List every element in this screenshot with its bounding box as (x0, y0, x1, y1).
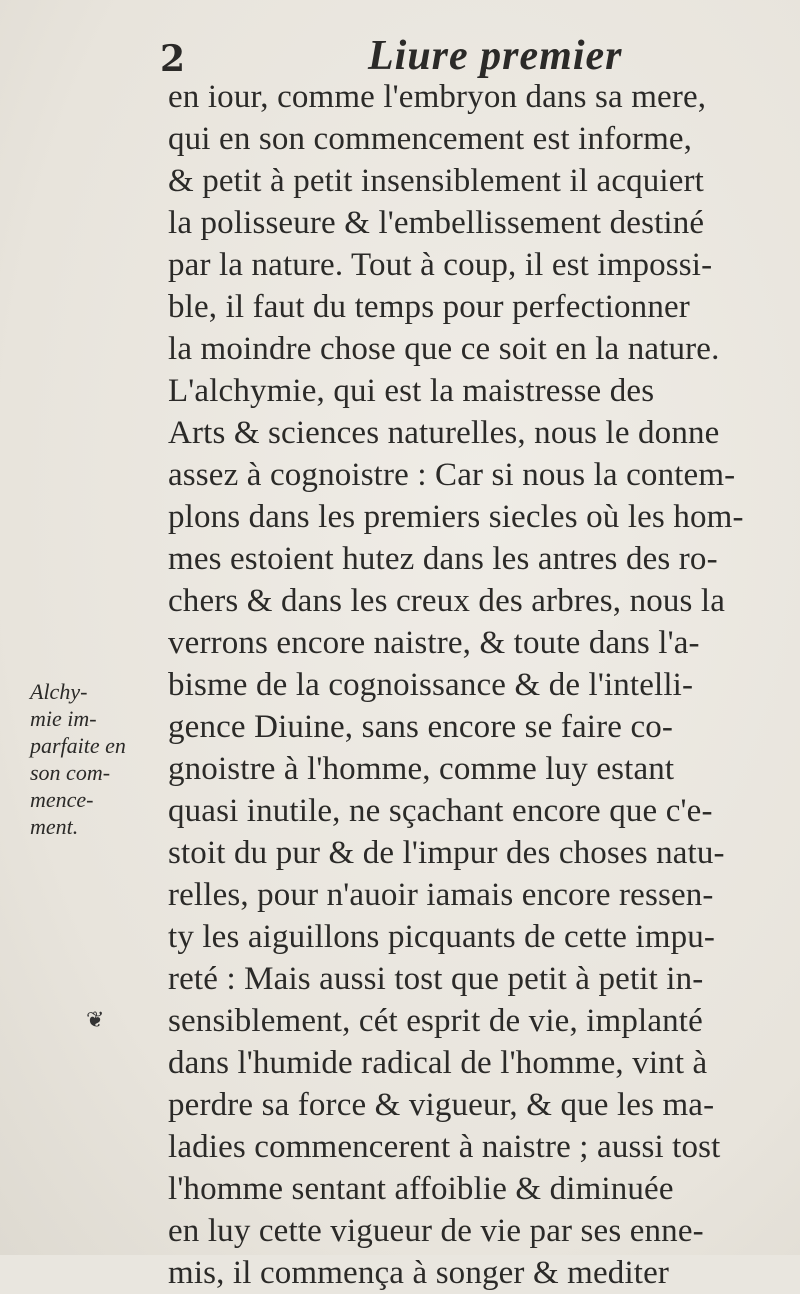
printer-fleuron-icon: ❦ (86, 1008, 105, 1033)
text-line: dans l'humide radical de l'homme, vint à (168, 1045, 708, 1081)
text-line: l'homme sentant affoiblie & diminuée (168, 1171, 674, 1207)
text-line: bisme de la cognoissance & de l'intelli- (168, 667, 694, 703)
text-line: sensiblement, cét esprit de vie, implanté (168, 1003, 703, 1039)
text-line: quasi inutile, ne sçachant encore que c'e- (168, 793, 713, 829)
text-line: mis, il commença à songer & mediter (168, 1255, 670, 1291)
margin-note (30, 678, 160, 840)
text-line: perdre sa force & vigueur, & que les ma- (168, 1087, 715, 1123)
text-line: chers & dans les creux des arbres, nous la (168, 583, 726, 619)
text-line: & petit à petit insensiblement il acquiert (168, 163, 704, 199)
text-line: en luy cette vigueur de vie par ses enne- (168, 1213, 704, 1249)
text-line: reté : Mais aussi tost que petit à petit in- (168, 961, 704, 997)
body-text (168, 76, 780, 1294)
margin-note-line: mence- (30, 787, 94, 812)
text-line: L'alchymie, qui est la maistresse des (168, 373, 655, 409)
text-line: ty les aiguillons picquants de cette impu- (168, 919, 716, 955)
text-line: la polisseure & l'embellissement destiné (168, 205, 705, 241)
page-number: 2 (160, 38, 186, 80)
text-line: gence Diuine, sans encore se faire co- (168, 709, 674, 745)
text-line: verrons encore naistre, & toute dans l'a- (168, 625, 700, 661)
margin-note-line: mie im- (30, 706, 97, 731)
margin-note-line: parfaite en (30, 733, 126, 758)
margin-note-line: son com- (30, 760, 111, 785)
text-line: Arts & sciences naturelles, nous le donne (168, 415, 720, 451)
text-line: par la nature. Tout à coup, il est impossi- (168, 247, 713, 283)
margin-note-line: ment. (30, 814, 79, 839)
text-line: la moindre chose que ce soit en la nature. (168, 331, 720, 367)
text-line: qui en son commencement est informe, (168, 121, 693, 157)
text-line: en iour, comme l'embryon dans sa mere, (168, 79, 707, 115)
text-line: ble, il faut du temps pour perfectionner (168, 289, 690, 325)
text-line: plons dans les premiers siecles où les hom- (168, 499, 744, 535)
text-line: ladies commencerent à naistre ; aussi tost (168, 1129, 721, 1165)
margin-note-line: Alchy- (30, 679, 88, 704)
text-line: relles, pour n'auoir iamais encore ressen- (168, 877, 714, 913)
running-title: Liure premier (368, 33, 623, 79)
text-line: gnoistre à l'homme, comme luy estant (168, 751, 675, 787)
text-line: stoit du pur & de l'impur des choses natu- (168, 835, 725, 871)
text-line: mes estoient hutez dans les antres des ro- (168, 541, 718, 577)
text-line: assez à cognoistre : Car si nous la contem- (168, 457, 736, 493)
